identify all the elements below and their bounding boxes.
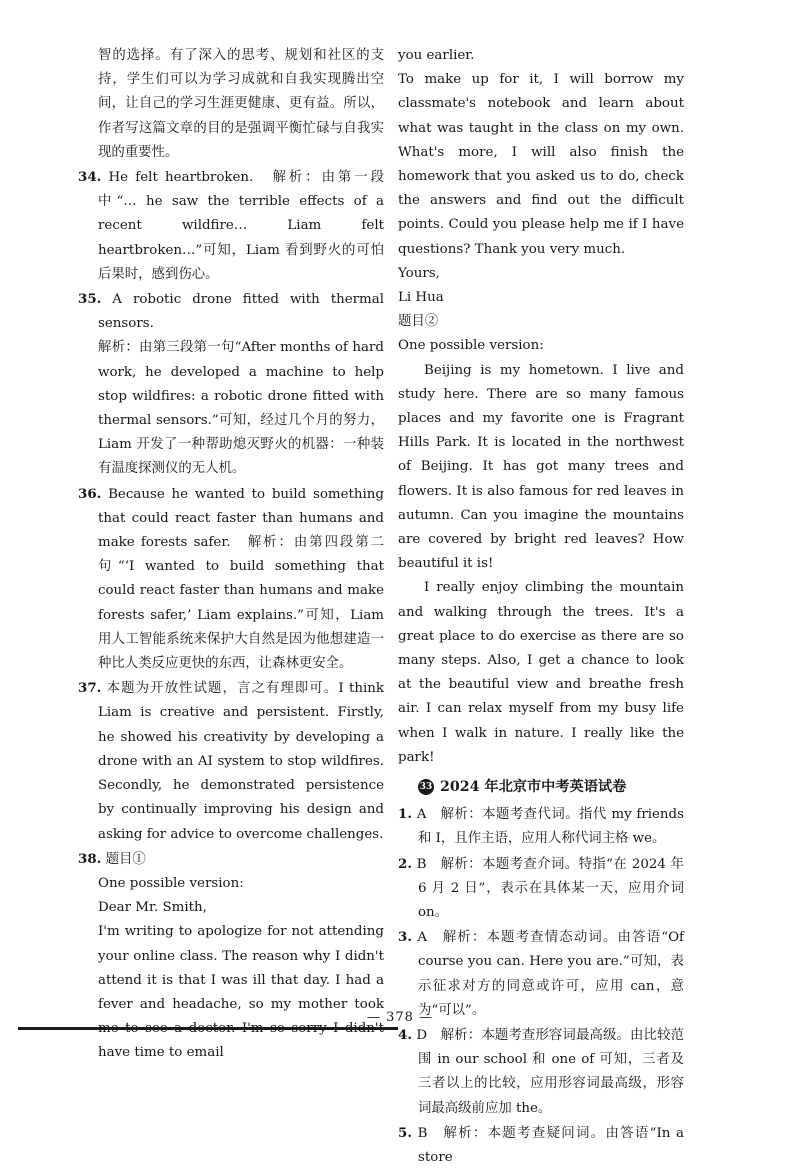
- letter-continuation: you earlier.: [398, 48, 475, 63]
- answer-34-number: 34.: [78, 169, 102, 186]
- bottom-rule: [18, 1027, 398, 1030]
- exam-title: 2024 年北京市中考英语试卷: [440, 779, 627, 796]
- exam-answer-2: [398, 852, 684, 926]
- letter-greeting: Dear Mr. Smith,: [98, 900, 207, 916]
- answer-38: [78, 847, 384, 872]
- exam-answer-3: [398, 925, 684, 1023]
- exam-answer-1-number: 1.: [398, 806, 412, 823]
- exam-answer-4-text: D 解析：本题考查形容词最高级。由比较范围 in our school 和 one of 可知，三者及三者以上的比较，应用形容词最高级，形容词最高级前应加 the。: [416, 1027, 684, 1116]
- exam-answer-2-number: 2.: [398, 855, 412, 872]
- answer-36: [78, 482, 384, 677]
- exam-number-badge: 33: [418, 779, 434, 795]
- exam-answer-4-number: 4.: [398, 1026, 412, 1043]
- exam-answer-5-number: 5.: [398, 1124, 412, 1141]
- answer-36-text: Because he wanted to build something that could react faster than humans and make forests safer. 解析：由第四段第二句“‘I wanted to build something that could react faster than humans and make forests safer,’ Liam explains.”可知，Liam 用人工智能系统来保护大自然是因为他想建造一种比人类反应更快的东西，让森林更安全。: [98, 486, 384, 672]
- exam-answer-2-text: B 解析：本题考查介词。特指“在 2024 年 6 月 2 日”，表示在具体某一天，应用介词 on。: [416, 856, 685, 920]
- answer-36-number: 36.: [78, 485, 102, 502]
- essay-paragraph-1: Beijing is my hometown. I live and study here. There are so many famous places and my favorite one is Fragrant Hills Park. It is located in the northwest of Beijing. It has got many trees and flowers. It is also famous for red leaves in autumn. Can you imagine the mountains are covered by bright red leaves? How beautiful it is!: [398, 362, 684, 572]
- left-column: [78, 44, 384, 1066]
- letter-signature: Li Hua: [398, 290, 444, 306]
- letter-closing: Yours,: [398, 265, 440, 281]
- answer-37-text: 本题为开放性试题，言之有理即可。I think Liam is creative and persistent. Firstly, he showed his creativity by developing a drone with an AI system to stop wildfires. Secondly, he demonstrated persistence by continually improving his design and asking for advice to overcome challenges.: [98, 681, 384, 842]
- exam-answer-3-number: 3.: [398, 929, 412, 946]
- answer-35: [78, 287, 384, 336]
- answer-37-number: 37.: [78, 680, 102, 697]
- answer-38-version: One possible version:: [98, 875, 244, 891]
- answer-37: [78, 676, 384, 846]
- topic-2-label: 题目②: [398, 314, 439, 330]
- answer-35-number: 35.: [78, 291, 102, 308]
- exam-answer-5-text: B 解析：本题考查疑问词。由答语“In a store: [417, 1125, 684, 1165]
- answer-34-text: He felt heartbroken. 解析：由第一段中“… he saw the terrible effects of a recent wildfire… Liam felt heartbroken…”可知，Liam 看到野火的可怕后果时，感到伤心。: [98, 170, 384, 282]
- right-column: [398, 44, 684, 1170]
- essay-version: One possible version:: [398, 338, 544, 354]
- answer-38-label: 题目①: [105, 851, 146, 867]
- answer-38-number: 38.: [78, 850, 102, 867]
- intro-paragraph: 智的选择。有了深入的思考、规划和社区的支持，学生们可以为学习成就和自我实现腾出空间，让自己的学习生涯更健康、更有益。所以，作者写这篇文章的目的是强调平衡忙碌与自我实现的重要性。: [98, 48, 384, 160]
- exam-heading: [398, 772, 684, 802]
- answer-35-analysis: 解析：由第三段第一句“After months of hard work, he developed a machine to help stop wildfires: a robotic drone fitted with thermal sensors.”可知，经过几个月的努力，Liam 开发了一种帮助熄灭野火的机器：一种装有温度探测仪的无人机。: [98, 340, 384, 477]
- answer-34: [78, 165, 384, 287]
- exam-answer-3-text: A 解析：本题考查情态动词。由答语“Of course you can. Here you are.”可知，表示征求对方的同意或许可，应用 can，意为“可以”。: [417, 930, 684, 1018]
- exam-answer-4: [398, 1023, 684, 1121]
- exam-answer-1-text: A 解析：本题考查代词。指代 my friends 和 I，且作主语，应用人称代词主格 we。: [416, 807, 685, 847]
- essay-paragraph-2: I really enjoy climbing the mountain and walking through the trees. It's a great place to do exercise as there are so many steps. Also, I get a chance to look at the beautiful view and breathe fresh air. I can relax myself from my busy life when I walk in nature. I really like the park!: [398, 580, 684, 765]
- letter-paragraph-2: To make up for it, I will borrow my classmate's notebook and learn about what was taught in the class on my own. What's more, I will also finish the homework that you asked us to do, check the answers and find out the difficult points. Could you please help me if I have questions? Thank you very much.: [398, 72, 684, 257]
- answer-35-text: A robotic drone fitted with thermal sensors.: [98, 292, 384, 332]
- exam-answer-1: [398, 802, 684, 851]
- exam-answer-5: [398, 1121, 684, 1170]
- page-number: — 378 —: [366, 1010, 434, 1025]
- letter-body: I'm writing to apologize for not attending your online class. The reason why I didn't attend it is that I was ill that day. I had a fever and headache, so my mother took have time to email: [98, 924, 384, 1061]
